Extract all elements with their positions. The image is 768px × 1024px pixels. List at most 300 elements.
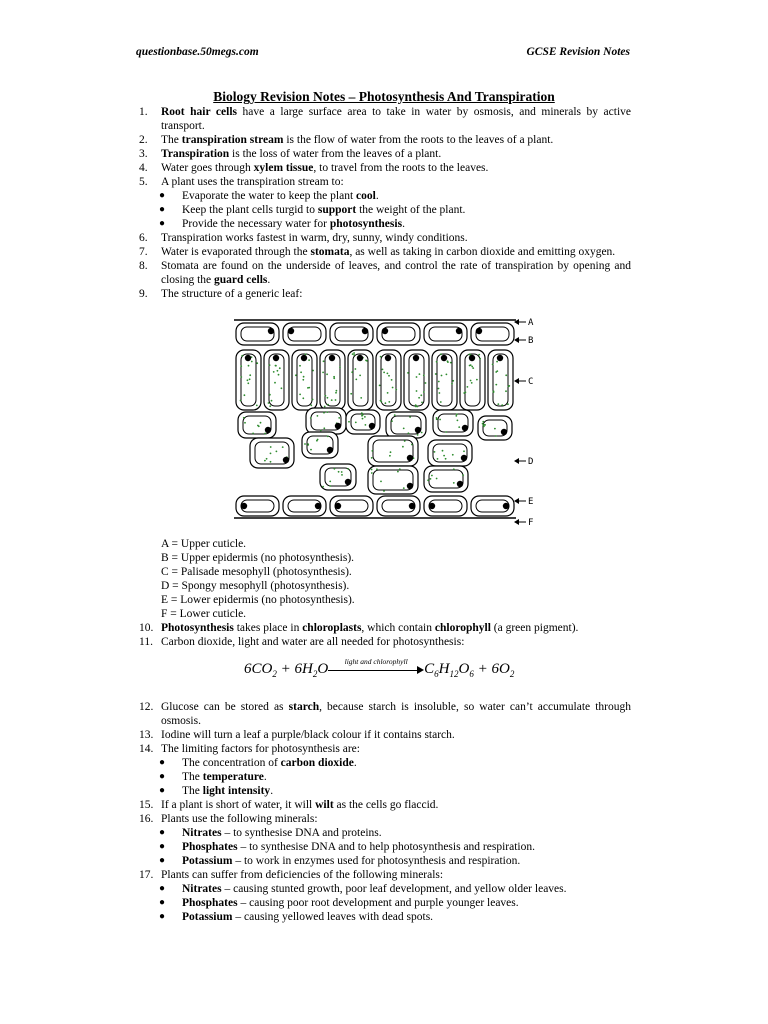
nucleus xyxy=(369,423,375,429)
chloroplast xyxy=(383,372,385,374)
chloroplast xyxy=(423,375,425,377)
item-text: (a green pigment). xyxy=(490,622,579,634)
list-item xyxy=(139,287,631,301)
diagram-label: C xyxy=(528,377,534,387)
chloroplast xyxy=(244,394,246,396)
chloroplast xyxy=(471,366,473,368)
chloroplast xyxy=(403,428,405,430)
chloroplast xyxy=(299,365,301,367)
item-text: The xyxy=(182,785,203,797)
chloroplast xyxy=(436,361,438,363)
chloroplast xyxy=(496,361,498,363)
chloroplast xyxy=(496,370,498,372)
eq-coef: 6 xyxy=(294,661,302,677)
chloroplast xyxy=(270,453,272,455)
list-item xyxy=(139,105,631,133)
bullet-item xyxy=(139,217,631,231)
chloroplast xyxy=(329,481,331,483)
arrow-icon xyxy=(514,458,519,464)
key-term: Nitrates xyxy=(182,827,222,839)
eq-plus: + xyxy=(276,661,295,677)
list-item xyxy=(139,742,631,756)
chloroplast xyxy=(404,440,406,442)
nucleus xyxy=(362,328,368,334)
item-number: 7. xyxy=(139,246,148,258)
chloroplast xyxy=(438,388,440,390)
key-term: Phosphates xyxy=(182,841,238,853)
key-term: stomata xyxy=(310,246,350,258)
list-item xyxy=(139,231,631,245)
nucleus xyxy=(288,328,294,334)
chloroplast xyxy=(350,393,352,395)
chloroplast xyxy=(411,444,413,446)
chloroplast xyxy=(365,360,367,362)
chloroplast xyxy=(403,487,405,489)
item-text: . xyxy=(263,771,267,783)
item-number: 15. xyxy=(139,799,154,811)
chloroplast xyxy=(274,382,276,384)
key-term: chloroplasts xyxy=(302,622,362,634)
chloroplast xyxy=(327,397,329,399)
chloroplast xyxy=(317,415,319,417)
eq-molecule: H xyxy=(301,661,313,677)
legend-entry: E = Lower epidermis (no photosynthesis). xyxy=(161,594,355,606)
bullet-icon: ● xyxy=(159,218,166,229)
chloroplast xyxy=(355,422,357,424)
item-text: as the cells go flaccid. xyxy=(333,799,439,811)
chloroplast xyxy=(249,374,251,376)
chloroplast xyxy=(452,454,454,456)
nucleus xyxy=(501,429,507,435)
item-text: . xyxy=(353,757,357,769)
item-text: Plants use the following minerals: xyxy=(161,813,318,825)
chloroplast xyxy=(295,374,297,376)
nucleus xyxy=(469,355,475,361)
chloroplast xyxy=(270,446,272,448)
item-text: , which contain xyxy=(361,622,435,634)
chloroplast xyxy=(371,469,373,471)
eq-molecule: O xyxy=(317,661,329,677)
chloroplast xyxy=(322,372,324,374)
bullet-item xyxy=(139,770,631,784)
chloroplast xyxy=(387,392,389,394)
list-item xyxy=(139,259,631,287)
chloroplast xyxy=(421,432,423,434)
chloroplast xyxy=(360,397,362,399)
nucleus xyxy=(301,355,307,361)
chloroplast xyxy=(402,446,404,448)
item-text: is the flow of water from the roots to the leaves of a plant. xyxy=(283,134,554,146)
nucleus xyxy=(457,481,463,487)
chloroplast xyxy=(399,468,401,470)
item-number: 8. xyxy=(139,260,148,272)
eq-subscript: 12 xyxy=(449,669,459,679)
chloroplast xyxy=(507,403,509,405)
chloroplast xyxy=(365,424,367,426)
nucleus xyxy=(283,457,289,463)
chloroplast xyxy=(279,367,281,369)
chloroplast xyxy=(505,390,507,392)
chloroplast xyxy=(438,381,440,383)
eq-subscript: 6 xyxy=(469,669,474,679)
eq-molecule: C xyxy=(424,661,435,677)
chloroplast xyxy=(493,390,495,392)
bullet-icon: ● xyxy=(159,757,166,768)
chloroplast xyxy=(251,361,253,363)
chloroplast xyxy=(492,364,494,366)
chloroplast xyxy=(355,379,357,381)
chloroplast xyxy=(392,387,394,389)
item-text: . xyxy=(402,218,405,230)
key-term: Potassium xyxy=(182,855,233,867)
item-number: 17. xyxy=(139,869,154,881)
chloroplast xyxy=(389,455,391,457)
item-text: Provide the necessary water for xyxy=(182,218,330,230)
reaction-arrow-icon xyxy=(328,656,424,677)
chloroplast xyxy=(241,355,243,357)
notes-block-3 xyxy=(139,700,631,924)
chloroplast xyxy=(268,402,270,404)
chloroplast xyxy=(310,449,312,451)
chloroplast xyxy=(409,416,411,418)
chloroplast xyxy=(439,392,441,394)
chloroplast xyxy=(312,399,314,401)
chloroplast xyxy=(347,468,349,470)
legend-entry: B = Upper epidermis (no photosynthesis). xyxy=(161,552,355,564)
chloroplast xyxy=(458,426,460,428)
item-number: 1. xyxy=(139,106,148,118)
chloroplast xyxy=(304,443,306,445)
key-term: wilt xyxy=(315,799,334,811)
chloroplast xyxy=(252,433,254,435)
chloroplast xyxy=(264,460,266,462)
chloroplast xyxy=(383,490,385,492)
chloroplast xyxy=(333,377,335,379)
chloroplast xyxy=(416,390,418,392)
chloroplast xyxy=(407,372,409,374)
chloroplast xyxy=(483,424,485,426)
leaf-structure-diagram xyxy=(228,314,548,532)
chloroplast xyxy=(302,397,304,399)
nucleus xyxy=(273,355,279,361)
nucleus xyxy=(265,427,271,433)
chloroplast xyxy=(467,386,469,388)
eq-subscript: 2 xyxy=(312,669,318,679)
chloroplast xyxy=(417,434,419,436)
item-text: Transpiration works fastest in warm, dry, sunny, windy conditions. xyxy=(161,232,468,244)
chloroplast xyxy=(391,420,393,422)
key-term: photosynthesis xyxy=(329,218,403,230)
item-text: Keep the plant cells turgid to xyxy=(182,204,318,216)
diagram-label: F xyxy=(528,518,534,528)
item-number: 6. xyxy=(139,232,148,244)
chloroplast xyxy=(276,451,278,453)
key-term: carbon dioxide xyxy=(280,757,354,769)
arrow-icon xyxy=(514,337,519,343)
bullet-icon: ● xyxy=(159,841,166,852)
item-text: . xyxy=(267,274,271,286)
bullet-item xyxy=(139,784,631,798)
chloroplast xyxy=(323,427,325,429)
chloroplast xyxy=(471,382,473,384)
chloroplast xyxy=(278,374,280,376)
key-term: guard cells xyxy=(214,274,268,286)
chloroplast xyxy=(469,365,471,367)
item-text: The xyxy=(161,134,182,146)
key-term: chlorophyll xyxy=(434,622,491,634)
chloroplast xyxy=(387,373,389,375)
bullet-item xyxy=(139,854,631,868)
chloroplast xyxy=(379,385,381,387)
item-number: 3. xyxy=(139,148,148,160)
item-text: Carbon dioxide, light and water are all needed for photosynthesis: xyxy=(161,636,465,648)
chloroplast xyxy=(419,373,421,375)
nucleus xyxy=(382,328,388,334)
header-course: GCSE Revision Notes xyxy=(526,46,630,58)
key-term: Nitrates xyxy=(182,883,222,895)
bullet-icon: ● xyxy=(159,204,166,215)
bullet-icon: ● xyxy=(159,897,166,908)
nucleus xyxy=(462,425,468,431)
chloroplast xyxy=(269,364,271,366)
chloroplast xyxy=(361,412,363,414)
legend-entry: D = Spongy mesophyll (photosynthesis). xyxy=(161,580,350,592)
item-text: , as well as taking in carbon dioxide and emitting oxygen. xyxy=(349,246,616,258)
eq-molecule: O xyxy=(498,661,510,677)
key-term: Transpiration xyxy=(161,148,230,160)
item-text: Evaporate the water to keep the plant xyxy=(182,190,357,202)
key-term: xylem tissue xyxy=(253,162,314,174)
list-item xyxy=(139,635,631,649)
chloroplast xyxy=(450,362,452,364)
chloroplast xyxy=(385,402,387,404)
chloroplast xyxy=(439,419,441,421)
chloroplast xyxy=(299,394,301,396)
list-item xyxy=(139,175,631,189)
chloroplast xyxy=(271,400,273,402)
chloroplast xyxy=(397,471,399,473)
chloroplast xyxy=(257,425,259,427)
eq-coef: 6 xyxy=(244,661,252,677)
chloroplast xyxy=(327,435,329,437)
chloroplast xyxy=(395,389,397,391)
chloroplast xyxy=(352,353,354,355)
nucleus xyxy=(335,503,341,509)
list-item xyxy=(139,161,631,175)
chloroplast xyxy=(269,394,271,396)
chloroplast xyxy=(436,478,438,480)
item-text: The concentration of xyxy=(182,757,281,769)
chloroplast xyxy=(341,471,343,473)
item-text: Water is evaporated through the xyxy=(161,246,311,258)
chloroplast xyxy=(335,392,337,394)
item-number: 9. xyxy=(139,288,148,300)
chloroplast xyxy=(479,358,481,360)
chloroplast xyxy=(353,354,355,356)
chloroplast xyxy=(476,379,478,381)
chloroplast xyxy=(310,417,312,419)
chloroplast xyxy=(380,401,382,403)
chloroplast xyxy=(440,353,442,355)
nucleus xyxy=(461,455,467,461)
key-term: transpiration stream xyxy=(181,134,284,146)
legend-entry: A = Upper cuticle. xyxy=(161,538,247,550)
chloroplast xyxy=(308,359,310,361)
nucleus xyxy=(476,328,482,334)
chloroplast xyxy=(316,440,318,442)
chloroplast xyxy=(338,417,340,419)
list-item xyxy=(139,868,631,882)
diagram-label: A xyxy=(528,318,534,328)
key-term: temperature xyxy=(202,771,264,783)
chloroplast xyxy=(434,451,436,453)
chloroplast xyxy=(362,418,364,420)
cell-wall xyxy=(330,323,373,345)
chloroplast xyxy=(282,446,284,448)
chloroplast xyxy=(320,430,322,432)
chloroplast xyxy=(421,402,423,404)
chloroplast xyxy=(505,374,507,376)
list-item xyxy=(139,812,631,826)
chloroplast xyxy=(266,458,268,460)
chloroplast xyxy=(359,375,361,377)
list-item xyxy=(139,133,631,147)
item-text: The xyxy=(182,771,203,783)
diagram-label: D xyxy=(528,457,534,467)
item-text: , to travel from the roots to the leaves. xyxy=(313,162,489,174)
chloroplast xyxy=(324,406,326,408)
chloroplast xyxy=(425,382,427,384)
chloroplast xyxy=(353,352,355,354)
chloroplast xyxy=(355,368,357,370)
item-text: – causing stunted growth, poor leaf development, and yellow older leaves. xyxy=(221,883,567,895)
bullet-item xyxy=(139,910,631,924)
item-text: . xyxy=(375,190,379,202)
key-term: Phosphates xyxy=(182,897,238,909)
chloroplast xyxy=(264,433,266,435)
chloroplast xyxy=(388,401,390,403)
chloroplast xyxy=(391,379,393,381)
eq-molecule: H xyxy=(438,661,450,677)
eq-subscript: 2 xyxy=(509,669,515,679)
chloroplast xyxy=(478,354,480,356)
chloroplast xyxy=(281,387,283,389)
key-term: cool xyxy=(356,190,376,202)
cell-wall xyxy=(424,323,467,345)
nucleus xyxy=(409,503,415,509)
eq-plus: + xyxy=(473,661,492,677)
item-text: Stomata are found on the underside of leaves, and control the rate of transpiration by opening and closing the xyxy=(161,260,631,286)
legend-entry: C = Palisade mesophyll (photosynthesis). xyxy=(161,566,352,578)
chloroplast xyxy=(394,414,396,416)
chloroplast xyxy=(437,458,439,460)
chloroplast xyxy=(380,356,382,358)
chloroplast xyxy=(497,403,499,405)
bullet-icon: ● xyxy=(159,771,166,782)
item-text: – causing yellowed leaves with dead spots. xyxy=(232,911,434,923)
eq-molecule: CO xyxy=(251,661,273,677)
chloroplast xyxy=(482,423,484,425)
chloroplast xyxy=(462,474,464,476)
item-text: – to synthesise DNA and to help photosynthesis and respiration. xyxy=(237,841,535,853)
chloroplast xyxy=(339,366,341,368)
item-text: have a large surface area to take in water by osmosis, and minerals by active transport. xyxy=(161,106,631,132)
item-text: is the loss of water from the leaves of a plant. xyxy=(229,148,442,160)
page-title: Biology Revision Notes – Photosynthesis And Transpiration xyxy=(213,89,555,104)
item-text: takes place in xyxy=(233,622,303,634)
chloroplast xyxy=(456,413,458,415)
item-text: – to work in enzymes used for photosynthesis and respiration. xyxy=(232,855,521,867)
arrow-icon xyxy=(514,519,519,525)
bullet-item xyxy=(139,203,631,217)
item-number: 13. xyxy=(139,729,154,741)
nucleus xyxy=(241,503,247,509)
bullet-icon: ● xyxy=(159,855,166,866)
item-number: 10. xyxy=(139,622,154,634)
diagram-label: E xyxy=(528,497,534,507)
key-term: starch xyxy=(288,701,320,713)
notes-block-2 xyxy=(139,621,631,649)
nucleus xyxy=(456,328,462,334)
cell-wall xyxy=(236,323,279,345)
cell-wall xyxy=(377,323,420,345)
list-item xyxy=(139,798,631,812)
chloroplast xyxy=(501,404,503,406)
chloroplast xyxy=(435,373,437,375)
chloroplast xyxy=(310,404,312,406)
item-number: 2. xyxy=(139,134,148,146)
bullet-item xyxy=(139,896,631,910)
item-text: Iodine will turn a leaf a purple/black colour if it contains starch. xyxy=(161,729,455,741)
eq-subscript: 2 xyxy=(272,669,277,679)
item-text: the weight of the plant. xyxy=(356,204,466,216)
item-text: Plants can suffer from deficiencies of the following minerals: xyxy=(161,869,444,881)
bullet-item xyxy=(139,882,631,896)
chloroplast xyxy=(331,399,333,401)
item-text: , because starch is insoluble, so water can’t accumulate through osmosis. xyxy=(161,701,632,727)
chloroplast xyxy=(446,374,448,376)
chloroplast xyxy=(376,468,378,470)
item-text: Glucose can be stored as xyxy=(161,701,289,713)
chloroplast xyxy=(312,370,314,372)
notes-list-part-3 xyxy=(139,700,631,924)
notes-list-part-1 xyxy=(139,105,631,301)
bullet-icon: ● xyxy=(159,827,166,838)
nucleus xyxy=(407,455,413,461)
chloroplast xyxy=(371,450,373,452)
list-item xyxy=(139,700,631,728)
nucleus xyxy=(407,483,413,489)
chloroplast xyxy=(455,415,457,417)
chloroplast xyxy=(495,384,497,386)
chloroplast xyxy=(423,391,425,393)
nucleus xyxy=(503,503,509,509)
nucleus xyxy=(385,355,391,361)
bullet-icon: ● xyxy=(159,785,166,796)
bullet-icon: ● xyxy=(159,883,166,894)
list-item xyxy=(139,245,631,259)
chloroplast xyxy=(335,399,337,401)
chloroplast xyxy=(447,361,449,363)
chloroplast xyxy=(351,371,353,373)
nucleus xyxy=(357,355,363,361)
chloroplast xyxy=(303,376,305,378)
chloroplast xyxy=(416,376,418,378)
nucleus xyxy=(327,447,333,453)
chloroplast xyxy=(302,379,304,381)
item-number: 16. xyxy=(139,813,154,825)
chloroplast xyxy=(441,375,443,377)
